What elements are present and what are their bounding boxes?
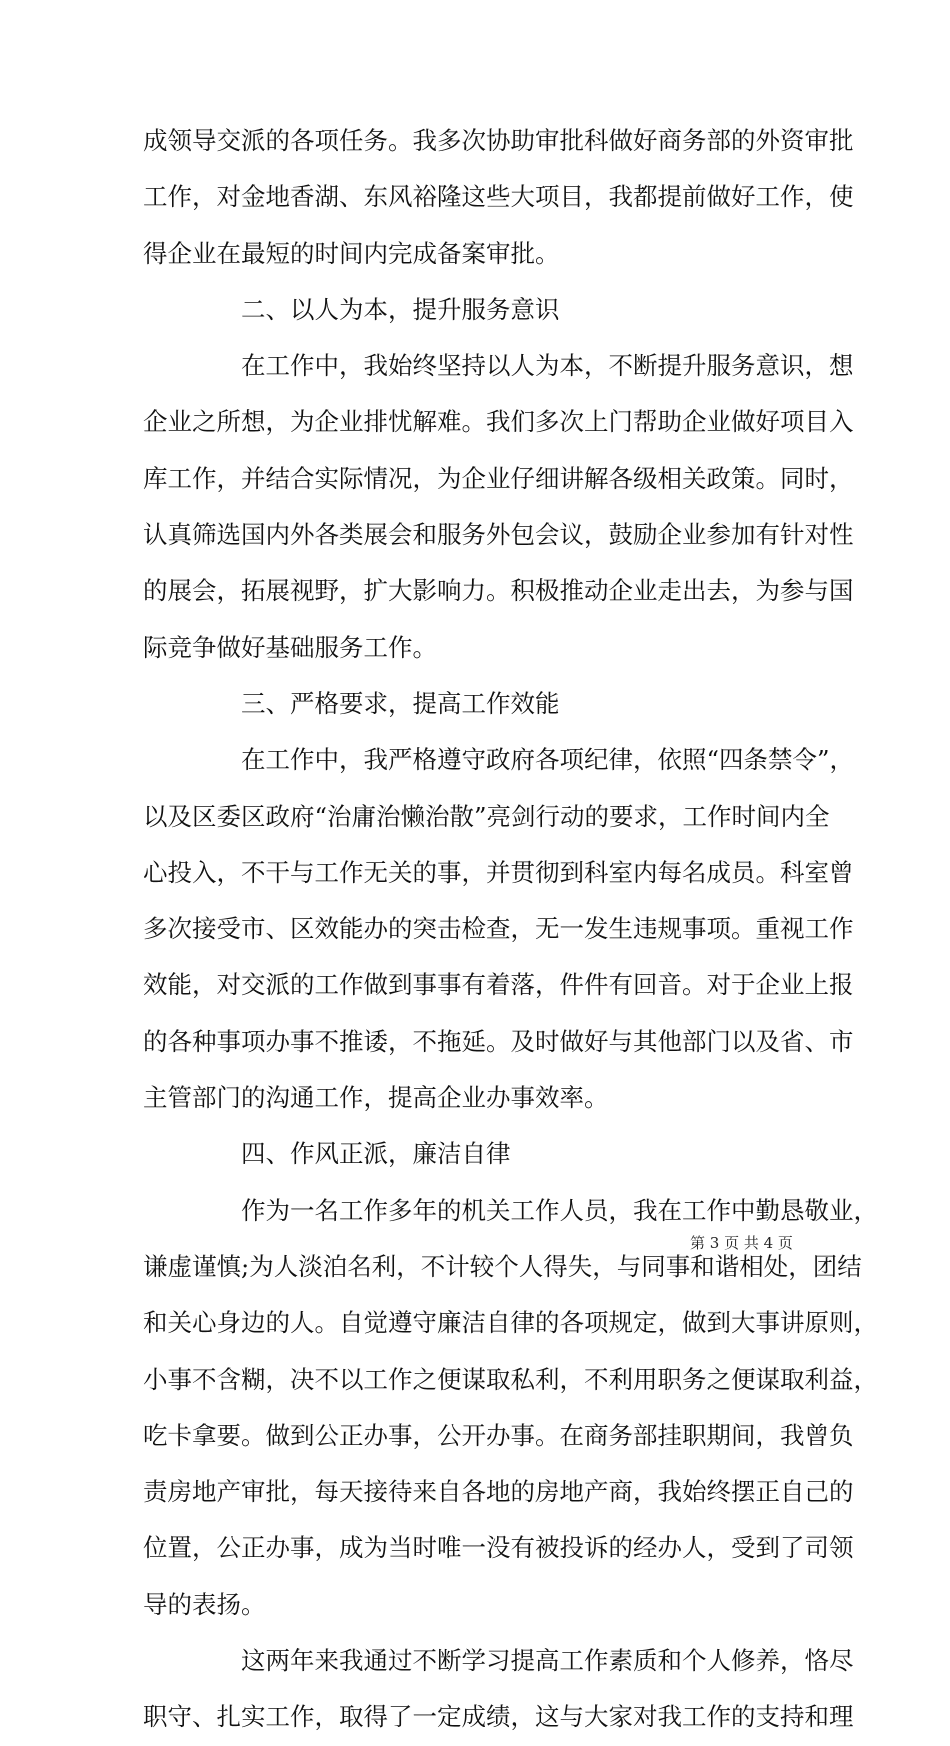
text-line: 成领导交派的各项任务。我多次协助审批科做好商务部的外资审批	[143, 126, 854, 155]
text-line: 的展会，拓展视野，扩大影响力。积极推动企业走出去，为参与国	[143, 576, 854, 606]
text-line: 和关心身边的人。自觉遵守廉洁自律的各项规定，做到大事讲原则，	[143, 1308, 878, 1338]
text-line: 小事不含糊，决不以工作之便谋取私利，不利用职务之便谋取利益，	[143, 1364, 878, 1394]
text-line: 以及区委区政府“治庸治懒治散”亮剑行动的要求，工作时间内全	[143, 801, 830, 831]
text-line: 作为一名工作多年的机关工作人员，我在工作中勤恳敬业，	[241, 1195, 878, 1225]
document-body	[143, 113, 878, 1746]
text-line: 在工作中，我严格遵守政府各项纪律，依照“四条禁令”，	[241, 745, 855, 775]
text-line: 得企业在最短的时间内完成备案审批。	[143, 238, 560, 268]
text-line: 这两年来我通过不断学习提高工作素质和个人修养，恪尽	[241, 1646, 854, 1676]
text-line: 四、作风正派，廉洁自律	[241, 1139, 511, 1169]
text-line: 心投入，不干与工作无关的事，并贯彻到科室内每名成员。科室曾	[143, 857, 854, 887]
text-line: 库工作，并结合实际情况，为企业仔细讲解各级相关政策。同时，	[143, 463, 854, 493]
text-line: 导的表扬。	[143, 1589, 266, 1619]
page-footer: 第 3 页 共 4 页	[690, 1234, 793, 1252]
text-line: 责房地产审批，每天接待来自各地的房地产商，我始终摆正自己的	[143, 1477, 854, 1507]
text-line: 的各种事项办事不推诿，不拖延。及时做好与其他部门以及省、市	[143, 1026, 854, 1056]
text-line: 工作，对金地香湖、东风裕隆这些大项目，我都提前做好工作，使	[143, 182, 854, 212]
text-line: 二、以人为本，提升服务意识	[241, 294, 560, 324]
text-line: 认真筛选国内外各类展会和服务外包会议，鼓励企业参加有针对性	[143, 520, 854, 550]
text-line: 企业之所想，为企业排忧解难。我们多次上门帮助企业做好项目入	[143, 407, 854, 437]
text-line: 职守、扎实工作，取得了一定成绩，这与大家对我工作的支持和理	[143, 1702, 854, 1732]
text-line: 主管部门的沟通工作，提高企业办事效率。	[143, 1083, 609, 1113]
text-line: 三、严格要求，提高工作效能	[241, 688, 560, 718]
text-line: 多次接受市、区效能办的突击检查，无一发生违规事项。重视工作	[143, 914, 854, 944]
text-line: 位置，公正办事，成为当时唯一没有被投诉的经办人，受到了司领	[143, 1533, 854, 1563]
text-line: 谦虚谨慎;为人淡泊名利，不计较个人得失，与同事和谐相处，团结	[143, 1251, 862, 1281]
text-line: 在工作中，我始终坚持以人为本，不断提升服务意识，想	[241, 351, 854, 381]
text-line: 效能，对交派的工作做到事事有着落，件件有回音。对于企业上报	[143, 970, 854, 1000]
text-line: 吃卡拿要。做到公正办事，公开办事。在商务部挂职期间，我曾负	[143, 1420, 854, 1450]
text-line: 际竞争做好基础服务工作。	[143, 632, 437, 662]
